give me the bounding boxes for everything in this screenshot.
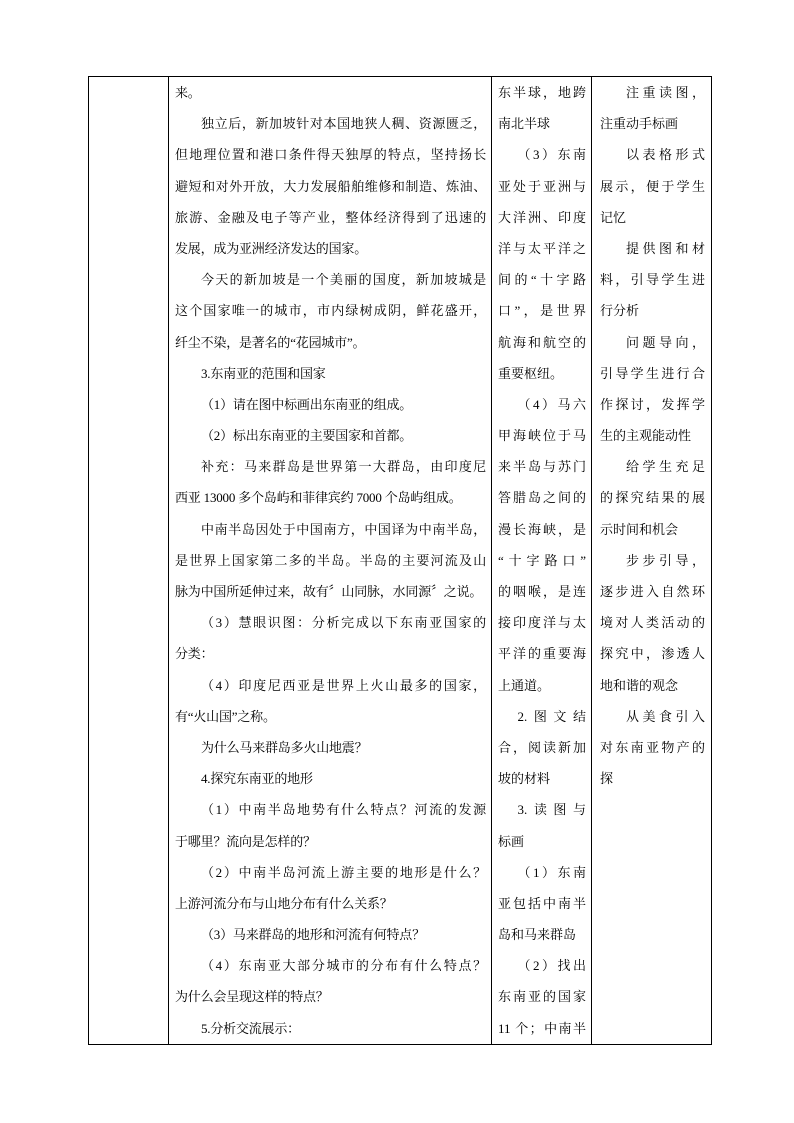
lesson-plan-table [88, 76, 712, 1045]
text-line: 洋与太平洋之 [498, 240, 586, 256]
text-line: 步步引导， [626, 552, 705, 568]
text-line: （3）东南 [517, 147, 586, 163]
text-line: 的咽喉，是连 [498, 584, 586, 599]
text-line: 来半岛与苏门 [498, 459, 586, 475]
text-line: 3.东南亚的范围和国家 [201, 365, 326, 381]
text-line: 引导学生进行合 [600, 365, 705, 381]
text-line: 今天的新加坡是一个美丽的国度，新加坡城是 [201, 272, 486, 288]
text-line: 注重读图， [626, 85, 705, 100]
cell-text-block [169, 77, 491, 1044]
text-line: （3）马来群岛的地形和河流有何特点？ [201, 927, 425, 943]
cell-text-block [592, 77, 711, 1044]
text-line: 间的“十字路 [498, 272, 586, 288]
text-line: （2）中南半岛河流上游主要的地形是什么？ [201, 864, 486, 880]
text-line: 航海和航空的 [498, 334, 586, 350]
text-line: 甲海峡位于马 [498, 428, 586, 444]
text-line: 逐步进入自然环 [600, 584, 705, 599]
text-line: 提供图和材 [626, 240, 705, 256]
text-line: 来。 [175, 85, 201, 100]
text-line: 西亚 13000 多个岛屿和菲律宾约 7000 个岛屿组成。 [175, 490, 462, 506]
text-line: （4）马六 [517, 396, 586, 412]
text-line: 注重动手标画 [600, 116, 679, 132]
text-line: 行分析 [600, 303, 640, 319]
text-line: 地和谐的观念 [600, 677, 679, 693]
text-line: 的探究结果的展 [600, 490, 705, 506]
text-line: 是世界上国家第二多的半岛。半岛的主要河流及山 [175, 552, 486, 568]
text-line: 中南半岛因处于中国南方，中国译为中南半岛， [201, 521, 486, 537]
text-line: 但地理位置和港口条件得天独厚的特点，坚持扬长 [175, 147, 486, 163]
text-line: 旅游、金融及电子等产业，整体经济得到了迅速的 [175, 209, 486, 225]
cell-text-block [492, 77, 591, 1044]
text-line: 探 [600, 771, 614, 787]
text-line: 口”，是世界 [498, 303, 586, 319]
table-cell-blank [89, 77, 169, 1045]
text-line: 作探讨，发挥学 [600, 396, 705, 412]
text-line: 为什么马来群岛多火山地震？ [201, 739, 368, 755]
text-line: 东南亚的国家 [498, 989, 586, 1005]
text-line: 对东南亚物产的 [600, 739, 705, 755]
table-cell-student-activity [492, 77, 592, 1045]
text-line: （4）印度尼西亚是世界上火山最多的国家， [201, 677, 486, 693]
text-line: 3.读图与 [517, 802, 586, 818]
text-line: （4）东南亚大部分城市的分布有什么特点？ [201, 958, 486, 974]
text-line: 答腊岛之间的 [498, 490, 586, 506]
text-line: 料，引导学生进 [600, 272, 705, 288]
text-line: （1）中南半岛地势有什么特点？河流的发源 [201, 802, 486, 818]
text-line: 境对人类活动的 [600, 615, 705, 631]
text-line: 东半球，地跨 [498, 85, 586, 100]
text-line: 给学生充足 [626, 459, 705, 475]
text-line: 于哪里？流向是怎样的？ [175, 833, 316, 849]
text-line: 平洋的重要海 [498, 646, 586, 662]
text-line: 问题导向， [626, 334, 705, 350]
text-line: 南北半球 [498, 116, 551, 132]
text-line: “十字路口” [498, 552, 586, 568]
text-line: 岛和马来群岛 [498, 927, 577, 943]
text-line: 避短和对外开放，大力发展船舶维修和制造、炼油、 [175, 178, 486, 194]
text-line: 标画 [498, 833, 525, 849]
text-line: 接印度洋与太 [498, 615, 586, 631]
text-line: 上通道。 [498, 677, 551, 693]
text-line: 独立后，新加坡针对本国地狭人稠、资源匮乏， [201, 116, 486, 132]
text-line: 上游河流分布与山地分布有什么关系？ [175, 895, 393, 911]
text-line: 有“火山国”之称。 [175, 708, 276, 724]
text-line: 合，阅读新加 [498, 739, 586, 755]
text-line: 重要枢纽。 [498, 365, 564, 381]
text-line: （1）请在图中标画出东南亚的组成。 [201, 396, 413, 412]
text-line: 展示，便于学生 [600, 178, 705, 194]
table-cell-design-intent [592, 77, 712, 1045]
text-line: 漫长海峡，是 [498, 521, 586, 537]
cell-text-block [89, 77, 168, 1044]
text-line: 这个国家唯一的城市，市内绿树成阴，鲜花盛开， [175, 303, 486, 319]
table-cell-teaching-content [169, 77, 492, 1045]
text-line: 5.分析交流展示： [201, 1020, 300, 1036]
text-line: 亚处于亚洲与 [498, 178, 586, 194]
text-line: 以表格形式 [626, 147, 705, 163]
text-line: 11 个；中南半 [498, 1020, 586, 1036]
text-line: （2）标出东南亚的主要国家和首都。 [201, 428, 413, 444]
text-line: 大洋洲、印度 [498, 209, 586, 225]
text-line: 记忆 [600, 209, 627, 225]
text-line: （1）东南 [517, 864, 586, 880]
text-line: 探究中，渗透人 [600, 646, 705, 662]
text-line: （3）慧眼识图：分析完成以下东南亚国家的 [201, 615, 486, 631]
text-line: 2.图文结 [517, 708, 586, 724]
text-line: 生的主观能动性 [600, 428, 692, 444]
text-line: 从美食引入 [626, 708, 705, 724]
text-line: 发展，成为亚洲经济发达的国家。 [175, 240, 368, 256]
text-line: 为什么会呈现这样的特点？ [175, 989, 329, 1005]
text-line: 脉为中国所延伸过来，故有〞山同脉，水同源〞之说。 [175, 584, 483, 599]
text-line: 纤尘不染，是著名的“花园城市”。 [175, 334, 366, 350]
table-row [89, 77, 712, 1045]
text-line: 示时间和机会 [600, 521, 679, 537]
text-line: 补充：马来群岛是世界第一大群岛，由印度尼 [201, 459, 486, 475]
text-line: 4.探究东南亚的地形 [201, 771, 313, 787]
text-line: 坡的材料 [498, 771, 551, 787]
text-line: （2）找出 [517, 958, 586, 974]
text-line: 亚包括中南半 [498, 895, 586, 911]
text-line: 分类： [175, 646, 214, 662]
